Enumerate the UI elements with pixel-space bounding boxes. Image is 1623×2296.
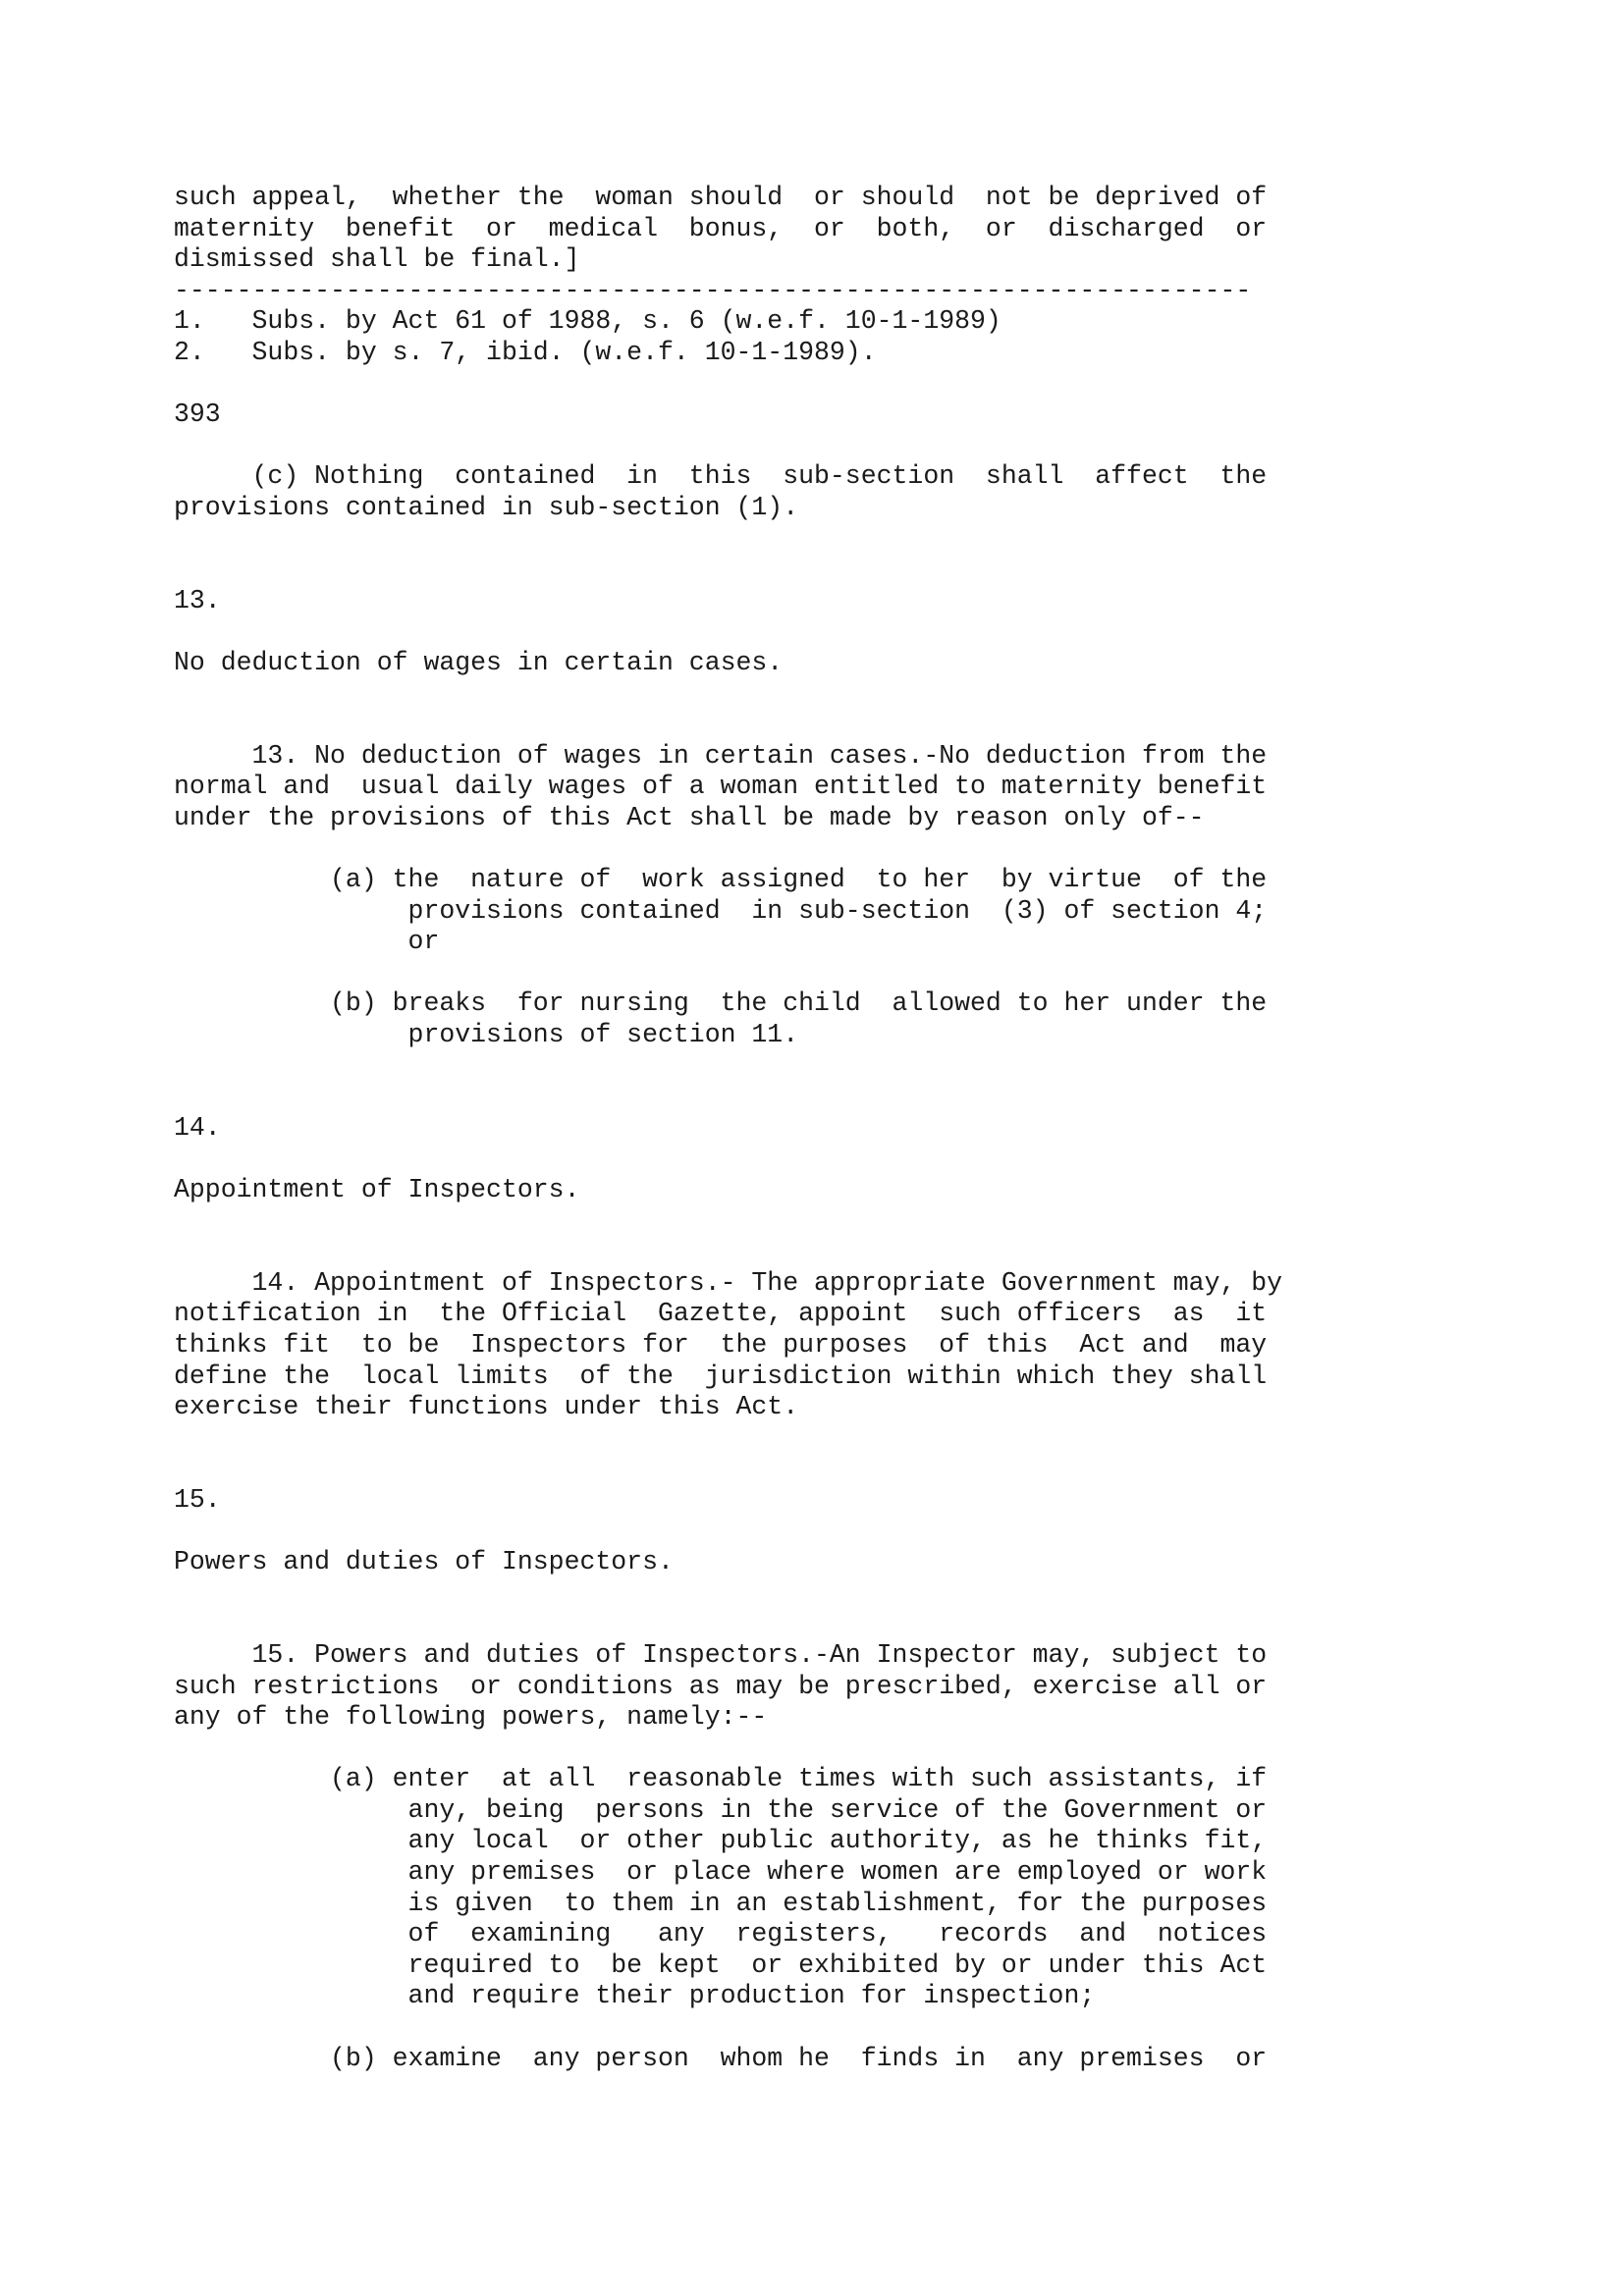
text-line: any of the following powers, namely:-- — [174, 1702, 768, 1733]
text-line: 13. — [174, 585, 221, 615]
blank-line — [174, 1454, 1282, 1485]
text-line: and require their production for inspection; — [174, 1981, 1096, 2011]
blank-line — [174, 369, 1282, 400]
text-line: 1. Subs. by Act 61 of 1988, s. 6 (w.e.f. 10-1-1989) — [174, 306, 1001, 337]
text-line: such restrictions or conditions as may be prescribed, exercise all or — [174, 1671, 1268, 1701]
blank-line — [174, 524, 1282, 556]
blank-line — [174, 555, 1282, 586]
text-line: required to be kept or exhibited by or under this Act — [174, 1949, 1268, 1980]
text-line: (b) examine any person whom he finds in any premises or — [174, 2043, 1268, 2073]
text-line: is given to them in an establishment, for the purposes — [174, 1888, 1268, 1918]
blank-line — [174, 958, 1282, 989]
blank-line — [174, 1517, 1282, 1548]
text-line: or — [174, 927, 440, 957]
blank-line — [174, 1734, 1282, 1765]
text-line: of examining any registers, records and notices — [174, 1919, 1268, 1949]
text-line: (a) enter at all reasonable times with such assistants, if — [174, 1764, 1268, 1794]
blank-line — [174, 616, 1282, 648]
text-line: exercise their functions under this Act. — [174, 1392, 799, 1422]
text-line: normal and usual daily wages of a woman entitled to maternity benefit — [174, 772, 1268, 802]
blank-line — [174, 710, 1282, 741]
text-line: (b) breaks for nursing the child allowed to her under the — [174, 988, 1268, 1019]
text-line: under the provisions of this Act shall be made by reason only of-- — [174, 802, 1205, 832]
text-line: dismissed shall be final.] — [174, 244, 580, 275]
blank-line — [174, 1051, 1282, 1083]
blank-line — [174, 833, 1282, 865]
blank-line — [174, 1423, 1282, 1455]
blank-line — [174, 2012, 1282, 2044]
text-line: 393 — [174, 400, 221, 430]
text-line: thinks fit to be Inspectors for the purposes of this Act and may — [174, 1329, 1268, 1360]
text-line: No deduction of wages in certain cases. — [174, 647, 784, 677]
blank-line — [174, 1609, 1282, 1640]
document-page — [174, 183, 1282, 2074]
text-line: (a) the nature of work assigned to her by virtue of the — [174, 865, 1268, 895]
text-line: Powers and duties of Inspectors. — [174, 1547, 674, 1577]
text-line: --------------------------------------------------------------------- — [174, 275, 1252, 305]
blank-line — [174, 1206, 1282, 1238]
text-line: notification in the Official Gazette, appoint such officers as it — [174, 1299, 1268, 1329]
blank-line — [174, 1082, 1282, 1113]
text-line: provisions of section 11. — [174, 1020, 799, 1050]
blank-line — [174, 1237, 1282, 1268]
text-line: 14. — [174, 1112, 221, 1143]
text-line: 15. Powers and duties of Inspectors.-An Inspector may, subject to — [174, 1639, 1268, 1670]
text-line: Appointment of Inspectors. — [174, 1175, 580, 1204]
text-line: 2. Subs. by s. 7, ibid. (w.e.f. 10-1-1989). — [174, 337, 877, 367]
text-line: 14. Appointment of Inspectors.- The appropriate Government may, by — [174, 1267, 1283, 1298]
text-line: maternity benefit or medical bonus, or both, or discharged or — [174, 213, 1268, 243]
text-line: 15. — [174, 1484, 221, 1515]
text-line: provisions contained in sub-section (3) of section 4; — [174, 895, 1268, 926]
blank-line — [174, 431, 1282, 462]
text-line: 13. No deduction of wages in certain cases.-No deduction from the — [174, 740, 1268, 771]
text-line: any, being persons in the service of the Government or — [174, 1794, 1268, 1825]
blank-line — [174, 1578, 1282, 1610]
blank-line — [174, 679, 1282, 711]
text-line: any local or other public authority, as he thinks fit, — [174, 1826, 1268, 1856]
text-line: define the local limits of the jurisdiction within which they shall — [174, 1361, 1268, 1391]
blank-line — [174, 1144, 1282, 1175]
text-line: any premises or place where women are employed or work — [174, 1857, 1268, 1888]
text-line: provisions contained in sub-section (1). — [174, 492, 799, 522]
text-line: such appeal, whether the woman should or should not be deprived of — [174, 183, 1268, 212]
text-line: (c) Nothing contained in this sub-section shall affect the — [174, 461, 1268, 492]
